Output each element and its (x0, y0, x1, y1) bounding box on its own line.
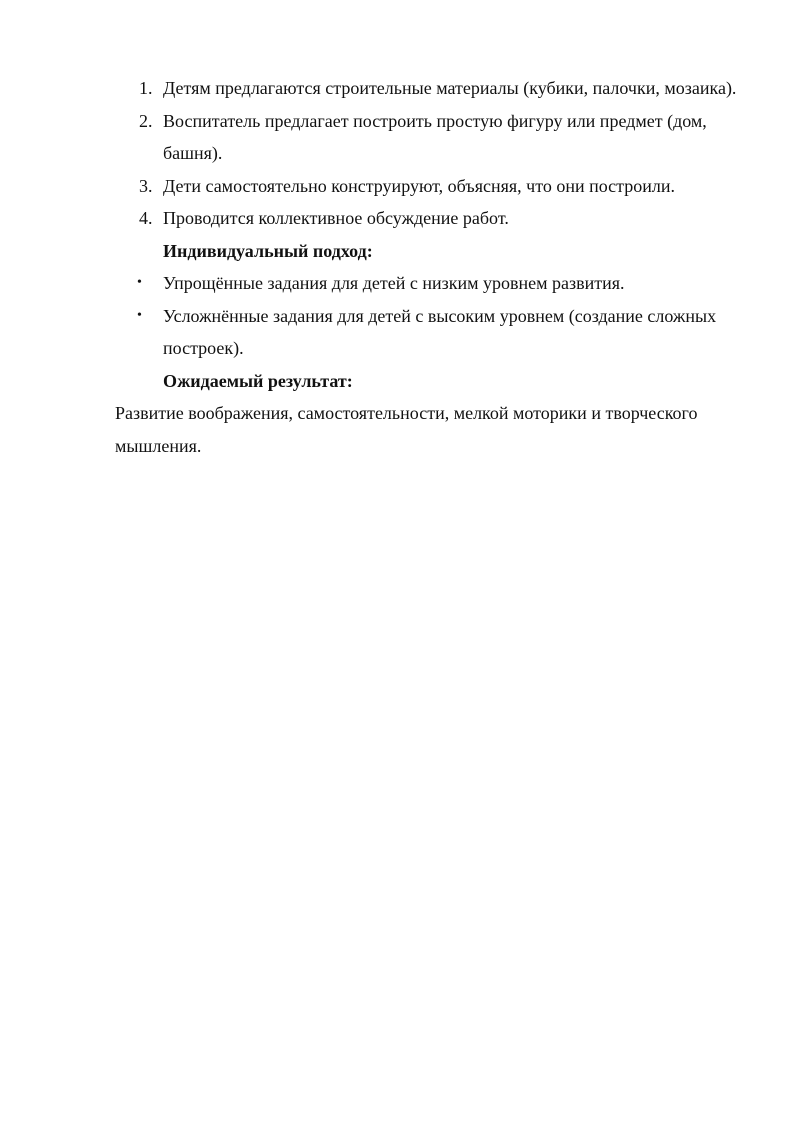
individual-approach-heading: Индивидуальный подход: (163, 240, 373, 261)
numbered-item-3 (115, 170, 745, 203)
numbered-item-2 (115, 105, 745, 170)
list-number: 4. (139, 208, 153, 228)
numbered-item-4 (115, 202, 745, 235)
list-number: 1. (139, 78, 153, 98)
list-number: 2. (139, 110, 153, 131)
list-item-text: Упрощённые задания для детей с низким уровнем развития. (163, 273, 625, 293)
bullet-item-2 (115, 300, 745, 365)
expected-result-paragraph: Развитие воображения, самостоятельности, мелкой моторики и творческого мышления. (115, 403, 698, 456)
list-item-text: Дети самостоятельно конструируют, объясняя, что они построили. (163, 175, 676, 196)
numbered-item-1 (115, 72, 745, 105)
list-item-text: Воспитатель предлагает построить простую фигуру или предмет (дом, башня). (163, 110, 707, 163)
list-item-text: Детям предлагаются строительные материалы (кубики, палочки, мозаика). (163, 78, 737, 98)
list-number: 3. (139, 175, 153, 196)
bullet-item-1 (115, 267, 745, 300)
list-item-text: Усложнённые задания для детей с высоким уровнем (создание сложных построек). (163, 305, 717, 358)
list-item-text: Проводится коллективное обсуждение работ. (163, 208, 509, 228)
bullet-icon: • (137, 275, 142, 290)
expected-result-heading: Ожидаемый результат: (163, 370, 353, 391)
bullet-icon: • (137, 307, 142, 323)
document-content (115, 72, 745, 462)
